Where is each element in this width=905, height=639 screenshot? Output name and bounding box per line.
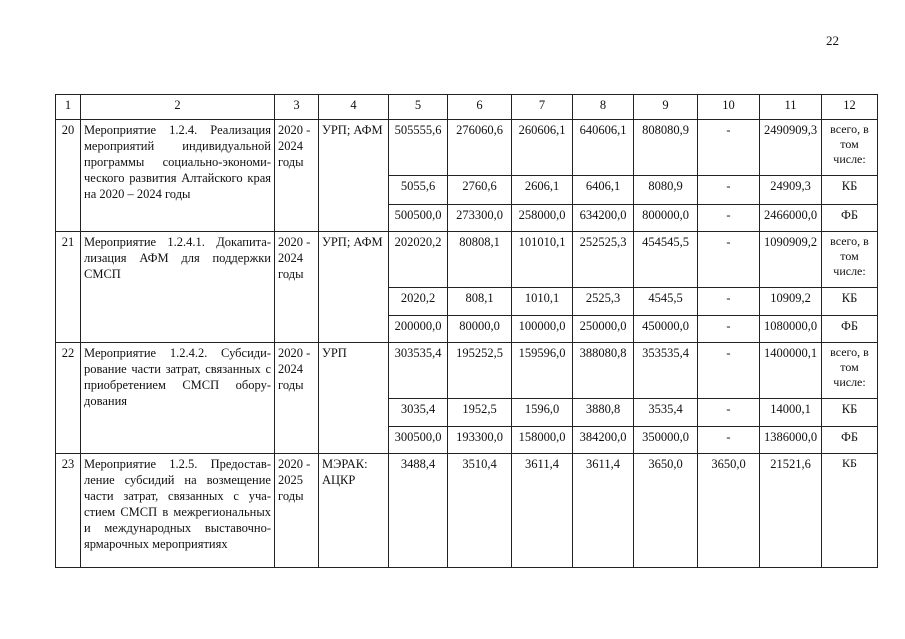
header-row: [56, 95, 878, 120]
column-header: 7: [512, 95, 573, 120]
value-cell: 300500,0: [389, 427, 448, 454]
value-cell: -: [698, 205, 760, 232]
value-cell: -: [698, 232, 760, 288]
value-cell: 159596,0: [512, 343, 573, 399]
value-cell: 3035,4: [389, 399, 448, 427]
value-cell: 634200,0: [573, 205, 634, 232]
value-cell: 353535,4: [634, 343, 698, 399]
value-cell: 800000,0: [634, 205, 698, 232]
value-cell: 158000,0: [512, 427, 573, 454]
value-cell: 808,1: [448, 288, 512, 316]
value-cell: 10909,2: [760, 288, 822, 316]
column-header: 1: [56, 95, 81, 120]
measure-name: Мероприятие 1.2.4. Реализация мероприятий индивидуальной программы социально-экономического развития Алтайского края на 2020 – 2024 годы: [81, 120, 275, 232]
value-cell: -: [698, 427, 760, 454]
value-cell: 4545,5: [634, 288, 698, 316]
value-cell: 250000,0: [573, 316, 634, 343]
column-header: 4: [319, 95, 389, 120]
value-cell: 640606,1: [573, 120, 634, 176]
measure-years: 2020 - 2024 годы: [275, 343, 319, 454]
funding-source: КБ: [822, 288, 878, 316]
value-cell: 100000,0: [512, 316, 573, 343]
value-cell: 195252,5: [448, 343, 512, 399]
value-cell: 8080,9: [634, 176, 698, 205]
budget-table: [55, 94, 878, 568]
value-cell: 450000,0: [634, 316, 698, 343]
column-header: 3: [275, 95, 319, 120]
row-number: 22: [56, 343, 81, 454]
column-header: 12: [822, 95, 878, 120]
value-cell: 1090909,2: [760, 232, 822, 288]
column-header: 6: [448, 95, 512, 120]
value-cell: 3488,4: [389, 454, 448, 568]
funding-source: ФБ: [822, 427, 878, 454]
value-cell: 2606,1: [512, 176, 573, 205]
value-cell: 252525,3: [573, 232, 634, 288]
value-cell: 2760,6: [448, 176, 512, 205]
value-cell: 273300,0: [448, 205, 512, 232]
value-cell: -: [698, 316, 760, 343]
funding-source: КБ: [822, 399, 878, 427]
table-row: [56, 232, 878, 288]
value-cell: 202020,2: [389, 232, 448, 288]
value-cell: 21521,6: [760, 454, 822, 568]
page-number: 22: [826, 33, 839, 48]
value-cell: 388080,8: [573, 343, 634, 399]
column-header: 5: [389, 95, 448, 120]
measure-executors: УРП; АФМ: [319, 120, 389, 232]
value-cell: 1596,0: [512, 399, 573, 427]
value-cell: 193300,0: [448, 427, 512, 454]
value-cell: 384200,0: [573, 427, 634, 454]
value-cell: 3611,4: [573, 454, 634, 568]
value-cell: 303535,4: [389, 343, 448, 399]
measure-name: Мероприятие 1.2.4.2. Субсидирование части затрат, связанных с приобретением СМСП оборудования: [81, 343, 275, 454]
value-cell: 6406,1: [573, 176, 634, 205]
value-cell: 500500,0: [389, 205, 448, 232]
value-cell: 80000,0: [448, 316, 512, 343]
column-header: 9: [634, 95, 698, 120]
value-cell: 1952,5: [448, 399, 512, 427]
value-cell: 3510,4: [448, 454, 512, 568]
funding-source: всего, в том числе:: [822, 120, 878, 176]
measure-executors: МЭРАК: АЦКР: [319, 454, 389, 568]
value-cell: 101010,1: [512, 232, 573, 288]
measure-years: 2020 - 2025 годы: [275, 454, 319, 568]
value-cell: 1010,1: [512, 288, 573, 316]
value-cell: 200000,0: [389, 316, 448, 343]
table-row: [56, 343, 878, 399]
value-cell: 1080000,0: [760, 316, 822, 343]
value-cell: 2466000,0: [760, 205, 822, 232]
value-cell: 505555,6: [389, 120, 448, 176]
table-row: [56, 120, 878, 176]
funding-source: ФБ: [822, 316, 878, 343]
value-cell: 350000,0: [634, 427, 698, 454]
funding-source: всего, в том числе:: [822, 232, 878, 288]
value-cell: 3535,4: [634, 399, 698, 427]
column-header: 8: [573, 95, 634, 120]
column-header: 2: [81, 95, 275, 120]
funding-source: всего, в том числе:: [822, 343, 878, 399]
row-number: 23: [56, 454, 81, 568]
value-cell: -: [698, 120, 760, 176]
value-cell: 2490909,3: [760, 120, 822, 176]
measure-years: 2020 - 2024 годы: [275, 232, 319, 343]
value-cell: 808080,9: [634, 120, 698, 176]
value-cell: 2525,3: [573, 288, 634, 316]
measure-name: Мероприятие 1.2.5. Предоставление субсидий на возмещение части затрат, связанных с участием СМСП в межрегиональных и международных выставочно-ярмарочных мероприятиях: [81, 454, 275, 568]
table-row: [56, 454, 878, 568]
measure-executors: УРП; АФМ: [319, 232, 389, 343]
row-number: 20: [56, 120, 81, 232]
value-cell: 3650,0: [634, 454, 698, 568]
value-cell: 1400000,1: [760, 343, 822, 399]
column-header: 10: [698, 95, 760, 120]
value-cell: 24909,3: [760, 176, 822, 205]
value-cell: 258000,0: [512, 205, 573, 232]
column-header: 11: [760, 95, 822, 120]
row-number: 21: [56, 232, 81, 343]
value-cell: 2020,2: [389, 288, 448, 316]
measure-executors: УРП: [319, 343, 389, 454]
measure-name: Мероприятие 1.2.4.1. Докапитализация АФМ для поддержки СМСП: [81, 232, 275, 343]
value-cell: 14000,1: [760, 399, 822, 427]
value-cell: -: [698, 399, 760, 427]
measure-years: 2020 - 2024 годы: [275, 120, 319, 232]
value-cell: 260606,1: [512, 120, 573, 176]
funding-source: ФБ: [822, 205, 878, 232]
value-cell: -: [698, 343, 760, 399]
value-cell: -: [698, 176, 760, 205]
funding-source: КБ: [822, 176, 878, 205]
value-cell: 3880,8: [573, 399, 634, 427]
value-cell: 5055,6: [389, 176, 448, 205]
value-cell: 454545,5: [634, 232, 698, 288]
value-cell: 276060,6: [448, 120, 512, 176]
funding-source: КБ: [822, 454, 878, 568]
value-cell: 1386000,0: [760, 427, 822, 454]
value-cell: 3611,4: [512, 454, 573, 568]
value-cell: 80808,1: [448, 232, 512, 288]
value-cell: -: [698, 288, 760, 316]
value-cell: 3650,0: [698, 454, 760, 568]
